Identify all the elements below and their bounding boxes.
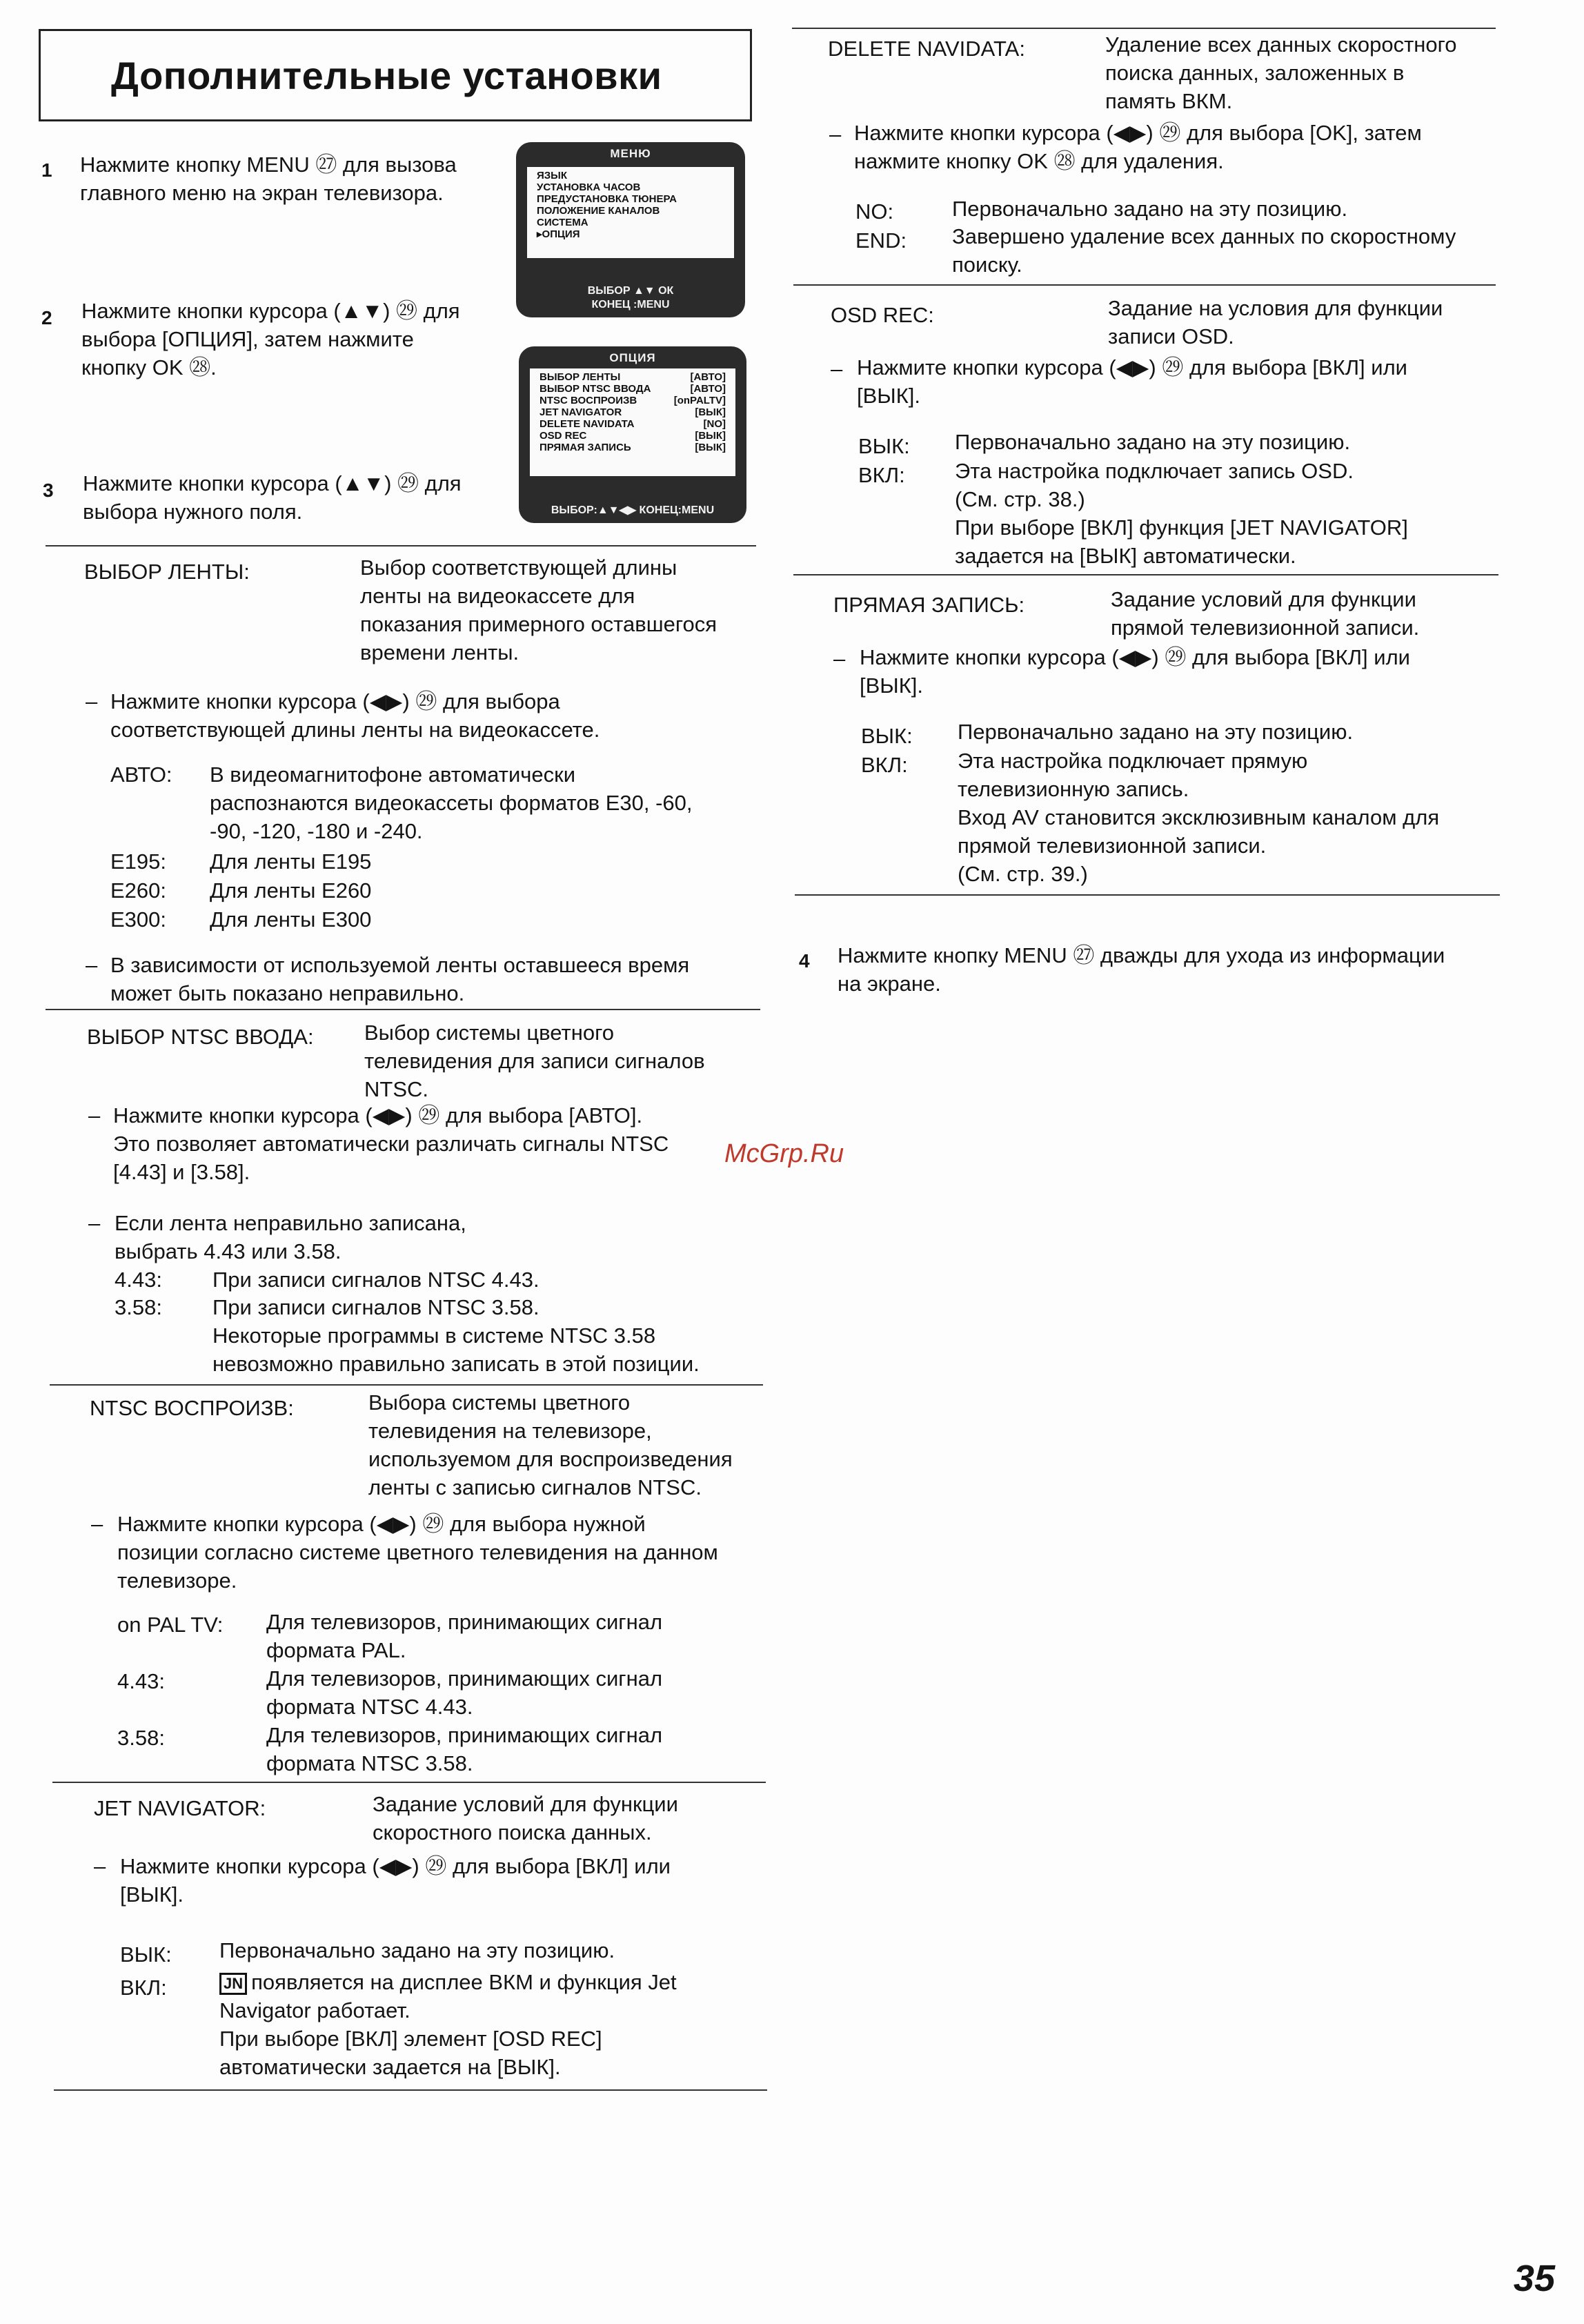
section-desc-osd-rec — [1108, 294, 1443, 351]
bullet-text — [110, 687, 600, 744]
option-value: [АВТО] — [690, 371, 726, 383]
option-key: 3.58: — [117, 1726, 165, 1750]
section-divider — [46, 545, 756, 546]
option-key: АВТО: — [110, 762, 172, 787]
option-key: ВЫК: — [861, 724, 913, 748]
step-4-line: на экране. — [838, 972, 941, 996]
option-screen-row — [539, 442, 726, 453]
option-value: [АВТО] — [690, 383, 726, 395]
bullet-line: [ВЫК]. — [860, 673, 924, 698]
option-value: [onPALTV] — [673, 395, 726, 406]
bullet-line: Нажмите кнопки курсора (◀▶) ㉙ для выбора [ВКЛ] или — [857, 355, 1407, 380]
step-3-line: выбора нужного поля. — [83, 500, 303, 524]
desc-line: ленты на видеокассете для — [360, 584, 635, 608]
option-key: Е195: — [110, 849, 167, 874]
desc-line: времени ленты. — [360, 640, 519, 664]
option-line: При выборе [ВКЛ] элемент [OSD REC] — [219, 2027, 602, 2051]
option-desc — [212, 1293, 700, 1378]
option-line: появляется на дисплее ВКМ и функция Jet — [251, 1970, 677, 1994]
bullet-text — [860, 643, 1410, 700]
section-divider — [793, 284, 1496, 286]
step-4-line: Нажмите кнопку MENU ㉗ дважды для ухода из информации — [838, 943, 1445, 967]
bullet-line: В зависимости от используемой ленты оставшееся время — [110, 953, 690, 977]
option-line: задается на [ВЫК] автоматически. — [955, 544, 1296, 568]
menu-screen-item: ПРЕДУСТАНОВКА ТЮНЕРА — [537, 193, 677, 205]
option-key: Е300: — [110, 907, 167, 932]
option-line: Для телевизоров, принимающих сигнал — [266, 1666, 663, 1691]
option-key: NO: — [855, 199, 894, 224]
bullet-dash: – — [88, 1103, 101, 1127]
option-value: [ВЫК] — [695, 442, 726, 453]
desc-line: память ВКМ. — [1105, 89, 1233, 113]
step-1-number: 1 — [41, 159, 52, 181]
desc-line: Задание условий для функции — [1111, 587, 1416, 611]
desc-line: прямой телевизионной записи. — [1111, 616, 1420, 640]
bullet-line: Нажмите кнопки курсора (◀▶) ㉙ для выбора [ВКЛ] или — [860, 645, 1410, 669]
menu-screen-item: ПОЛОЖЕНИЕ КАНАЛОВ — [537, 205, 660, 217]
option-line: Некоторые программы в системе NTSC 3.58 — [212, 1323, 656, 1348]
bullet-line: Нажмите кнопки курсора (◀▶) ㉙ для выбора [АВТО]. — [113, 1103, 643, 1127]
desc-line: Удаление всех данных скоростного — [1105, 32, 1457, 57]
section-label-osd-rec: OSD REC: — [831, 303, 934, 327]
section-label-vybor-lenty: ВЫБОР ЛЕНТЫ: — [84, 560, 250, 584]
option-key: ВКЛ: — [861, 753, 908, 777]
option-line: Для телевизоров, принимающих сигнал — [266, 1610, 663, 1634]
option-value: [ВЫК] — [695, 406, 726, 418]
desc-line: телевидения для записи сигналов — [364, 1049, 705, 1073]
bullet-text — [120, 1852, 671, 1909]
desc-line: телевидения на телевизоре, — [368, 1419, 652, 1443]
step-4-text — [838, 941, 1445, 998]
step-1-line: Нажмите кнопку MENU ㉗ для вызова — [80, 152, 457, 177]
section-desc-jet-navigator — [373, 1790, 678, 1847]
option-line: формата NTSC 4.43. — [266, 1695, 473, 1719]
section-desc-ntsc-vosproizv — [368, 1388, 733, 1501]
option-line: формата PAL. — [266, 1638, 406, 1662]
menu-screen-header: МЕНЮ — [610, 147, 651, 160]
bullet-line: выбрать 4.43 или 3.58. — [115, 1239, 341, 1263]
option-screen-row — [539, 430, 726, 442]
menu-screen-item: ЯЗЫК — [537, 170, 568, 181]
option-name: ВЫБОР NTSC ВВОДА — [539, 383, 651, 395]
step-3-line: Нажмите кнопки курсора (▲▼) ㉙ для — [83, 471, 462, 495]
section-label-pryamaya-zapis: ПРЯМАЯ ЗАПИСЬ: — [833, 593, 1025, 617]
option-line: невозможно правильно записать в этой позиции. — [212, 1352, 700, 1376]
bullet-line: [ВЫК]. — [120, 1882, 184, 1907]
step-2-text — [81, 297, 460, 382]
option-desc: Для ленты Е195 — [210, 849, 372, 874]
section-divider — [792, 28, 1496, 29]
option-line: распознаются видеокассеты форматов Е30, -60, — [210, 791, 693, 815]
option-line: телевизионную запись. — [958, 777, 1189, 801]
option-key: 4.43: — [115, 1268, 162, 1292]
menu-screen-item: УСТАНОВКА ЧАСОВ — [537, 181, 641, 193]
option-desc: Первоначально задано на эту позицию. — [952, 197, 1348, 221]
option-name: ПРЯМАЯ ЗАПИСЬ — [539, 442, 631, 453]
desc-line: Выбора системы цветного — [368, 1390, 631, 1415]
option-desc — [958, 747, 1439, 888]
step-1-line: главного меню на экран телевизора. — [80, 181, 444, 205]
bullet-dash: – — [94, 1854, 106, 1878]
option-line: Эта настройка подключает прямую — [958, 749, 1308, 773]
option-name: NTSC ВОСПРОИЗВ — [539, 395, 637, 406]
bullet-line: [ВЫК]. — [857, 384, 921, 408]
option-desc — [266, 1721, 662, 1778]
option-screen-row — [539, 418, 726, 430]
option-screen-row — [539, 371, 726, 383]
page-title: Дополнительные установки — [39, 29, 752, 121]
step-1-text — [80, 150, 457, 207]
bullet-line: может быть показано неправильно. — [110, 981, 465, 1005]
desc-line: NTSC. — [364, 1077, 428, 1101]
option-desc: Первоначально задано на эту позицию. — [955, 430, 1351, 454]
option-name: JET NAVIGATOR — [539, 406, 622, 418]
option-desc: Первоначально задано на эту позицию. — [219, 1938, 615, 1962]
menu-screen-item: ▸ОПЦИЯ — [537, 228, 580, 240]
option-key: ВЫК: — [120, 1942, 172, 1967]
option-name: ВЫБОР ЛЕНТЫ — [539, 371, 621, 383]
bullet-line: нажмите кнопку OK ㉘ для удаления. — [854, 149, 1224, 173]
option-key: ВЫК: — [858, 434, 910, 458]
option-screen-row — [539, 406, 726, 418]
option-key: END: — [855, 228, 907, 253]
bullet-dash: – — [86, 689, 98, 713]
bullet-line: Нажмите кнопки курсора (◀▶) ㉙ для выбора [OK], затем — [854, 121, 1422, 145]
option-key: 3.58: — [115, 1295, 162, 1319]
option-desc: При записи сигналов NTSC 4.43. — [212, 1268, 539, 1292]
option-screen-list — [530, 368, 735, 476]
option-desc — [210, 760, 693, 845]
option-name: OSD REC — [539, 430, 587, 442]
option-screen-row — [539, 383, 726, 395]
option-desc — [266, 1664, 662, 1721]
desc-line: Задание на условия для функции — [1108, 296, 1443, 320]
option-desc — [955, 457, 1408, 570]
option-desc: Для ленты Е300 — [210, 907, 372, 932]
option-key: Е260: — [110, 878, 167, 903]
option-desc — [952, 222, 1456, 279]
bullet-line: Нажмите кнопки курсора (◀▶) ㉙ для выбора — [110, 689, 560, 713]
option-key: ВКЛ: — [120, 1976, 167, 2000]
bullet-dash: – — [91, 1512, 103, 1536]
bullet-text — [854, 119, 1422, 175]
option-line: Для телевизоров, принимающих сигнал — [266, 1723, 663, 1747]
option-value: [ВЫК] — [695, 430, 726, 442]
section-divider — [795, 894, 1500, 896]
section-divider — [52, 1782, 766, 1783]
option-line: Завершено удаление всех данных по скоростному — [952, 224, 1456, 248]
watermark-text: McGrp.Ru — [724, 1139, 844, 1168]
desc-line: показания примерного оставшегося — [360, 612, 717, 636]
step-2-line: кнопку OK ㉘. — [81, 355, 217, 380]
option-line: При выборе [ВКЛ] функция [JET NAVIGATOR] — [955, 515, 1408, 540]
option-line: При записи сигналов NTSC 3.58. — [212, 1295, 539, 1319]
section-desc-pryamaya-zapis — [1111, 585, 1419, 642]
bullet-line: соответствующей длины ленты на видеокассете. — [110, 718, 600, 742]
jn-display-icon: JN — [219, 1973, 247, 1995]
option-key: on PAL TV: — [117, 1613, 224, 1637]
option-value: [NO] — [703, 418, 726, 430]
bullet-dash: – — [831, 357, 843, 381]
option-key: ВКЛ: — [858, 463, 905, 487]
option-line: поиску. — [952, 253, 1022, 277]
option-line: (См. стр. 38.) — [955, 487, 1085, 511]
option-desc — [266, 1608, 662, 1664]
option-line: автоматически задается на [ВЫК]. — [219, 2055, 561, 2079]
desc-line: Выбор системы цветного — [364, 1021, 614, 1045]
option-screen-row — [539, 395, 726, 406]
option-line: прямой телевизионной записи. — [958, 834, 1267, 858]
desc-line: Задание условий для функции — [373, 1792, 678, 1816]
option-line: формата NTSC 3.58. — [266, 1751, 473, 1775]
bullet-line: [4.43] и [3.58]. — [113, 1160, 250, 1184]
section-label-ntsc-vvod: ВЫБОР NTSC ВВОДА: — [87, 1025, 314, 1049]
bullet-dash: – — [833, 647, 846, 671]
menu-screen-footer: ВЫБОР ▲▼ ОК — [587, 285, 674, 297]
step-3-text — [83, 469, 462, 526]
bullet-dash: – — [829, 122, 842, 146]
option-line: Вход AV становится эксклюзивным каналом для — [958, 805, 1440, 829]
desc-line: записи OSD. — [1108, 324, 1234, 348]
step-4-number: 4 — [799, 950, 810, 972]
step-2-line: выбора [ОПЦИЯ], затем нажмите — [81, 327, 414, 351]
section-divider — [50, 1384, 763, 1386]
section-desc-vybor-lenty — [360, 553, 717, 667]
bullet-text — [857, 353, 1407, 410]
section-desc-delete-navidata — [1105, 30, 1457, 115]
bullet-line: Нажмите кнопки курсора (◀▶) ㉙ для выбора нужной — [117, 1512, 646, 1536]
section-label-ntsc-vosproizv: NTSC ВОСПРОИЗВ: — [90, 1396, 294, 1420]
option-line: (См. стр. 39.) — [958, 862, 1088, 886]
menu-screen-illustration — [516, 142, 745, 317]
option-line: Navigator работает. — [219, 1998, 410, 2022]
bullet-dash: – — [88, 1211, 101, 1235]
option-screen-footer: ВЫБОР:▲▼◀▶ КОНЕЦ:MENU — [551, 504, 715, 516]
section-desc-ntsc-vvod — [364, 1018, 705, 1103]
page-number: 35 — [1513, 2258, 1555, 2299]
option-desc — [219, 1968, 677, 2081]
desc-line: используемом для воспроизведения — [368, 1447, 733, 1471]
desc-line: ленты с записью сигналов NTSC. — [368, 1475, 702, 1499]
desc-line: поиска данных, заложенных в — [1105, 61, 1405, 85]
menu-screen-footer: КОНЕЦ :MENU — [591, 299, 670, 311]
section-label-delete-navidata: DELETE NAVIDATA: — [828, 37, 1025, 61]
menu-screen-item: СИСТЕМА — [537, 217, 588, 228]
bullet-text — [115, 1209, 466, 1266]
section-divider — [46, 1009, 760, 1010]
option-key: 4.43: — [117, 1669, 165, 1693]
bullet-line: позиции согласно системе цветного телевидения на данном — [117, 1540, 718, 1564]
step-2-line: Нажмите кнопки курсора (▲▼) ㉙ для — [81, 299, 460, 323]
bullet-text — [117, 1510, 718, 1595]
bullet-line: Если лента неправильно записана, — [115, 1211, 466, 1235]
bullet-text — [113, 1101, 669, 1186]
desc-line: Выбор соответствующей длины — [360, 555, 677, 580]
bullet-line: Это позволяет автоматически различать сигналы NTSC — [113, 1132, 669, 1156]
bullet-line: Нажмите кнопки курсора (◀▶) ㉙ для выбора [ВКЛ] или — [120, 1854, 671, 1878]
section-divider — [54, 2089, 767, 2091]
section-label-jet-navigator: JET NAVIGATOR: — [94, 1796, 266, 1820]
step-3-number: 3 — [43, 480, 54, 501]
option-desc: Первоначально задано на эту позицию. — [958, 720, 1354, 744]
desc-line: скоростного поиска данных. — [373, 1820, 652, 1844]
option-name: DELETE NAVIDATA — [539, 418, 635, 430]
option-line: -90, -120, -180 и -240. — [210, 819, 423, 843]
option-desc: Для ленты Е260 — [210, 878, 372, 903]
option-line: Эта настройка подключает запись OSD. — [955, 459, 1354, 483]
bullet-text — [110, 951, 689, 1007]
option-line: В видеомагнитофоне автоматически — [210, 762, 576, 787]
bullet-line: телевизоре. — [117, 1568, 237, 1593]
option-screen-header: ОПЦИЯ — [609, 351, 656, 364]
menu-screen-list — [527, 167, 734, 258]
bullet-dash: – — [86, 953, 98, 977]
option-screen-illustration — [519, 346, 746, 523]
section-divider — [793, 574, 1498, 575]
step-2-number: 2 — [41, 307, 52, 328]
